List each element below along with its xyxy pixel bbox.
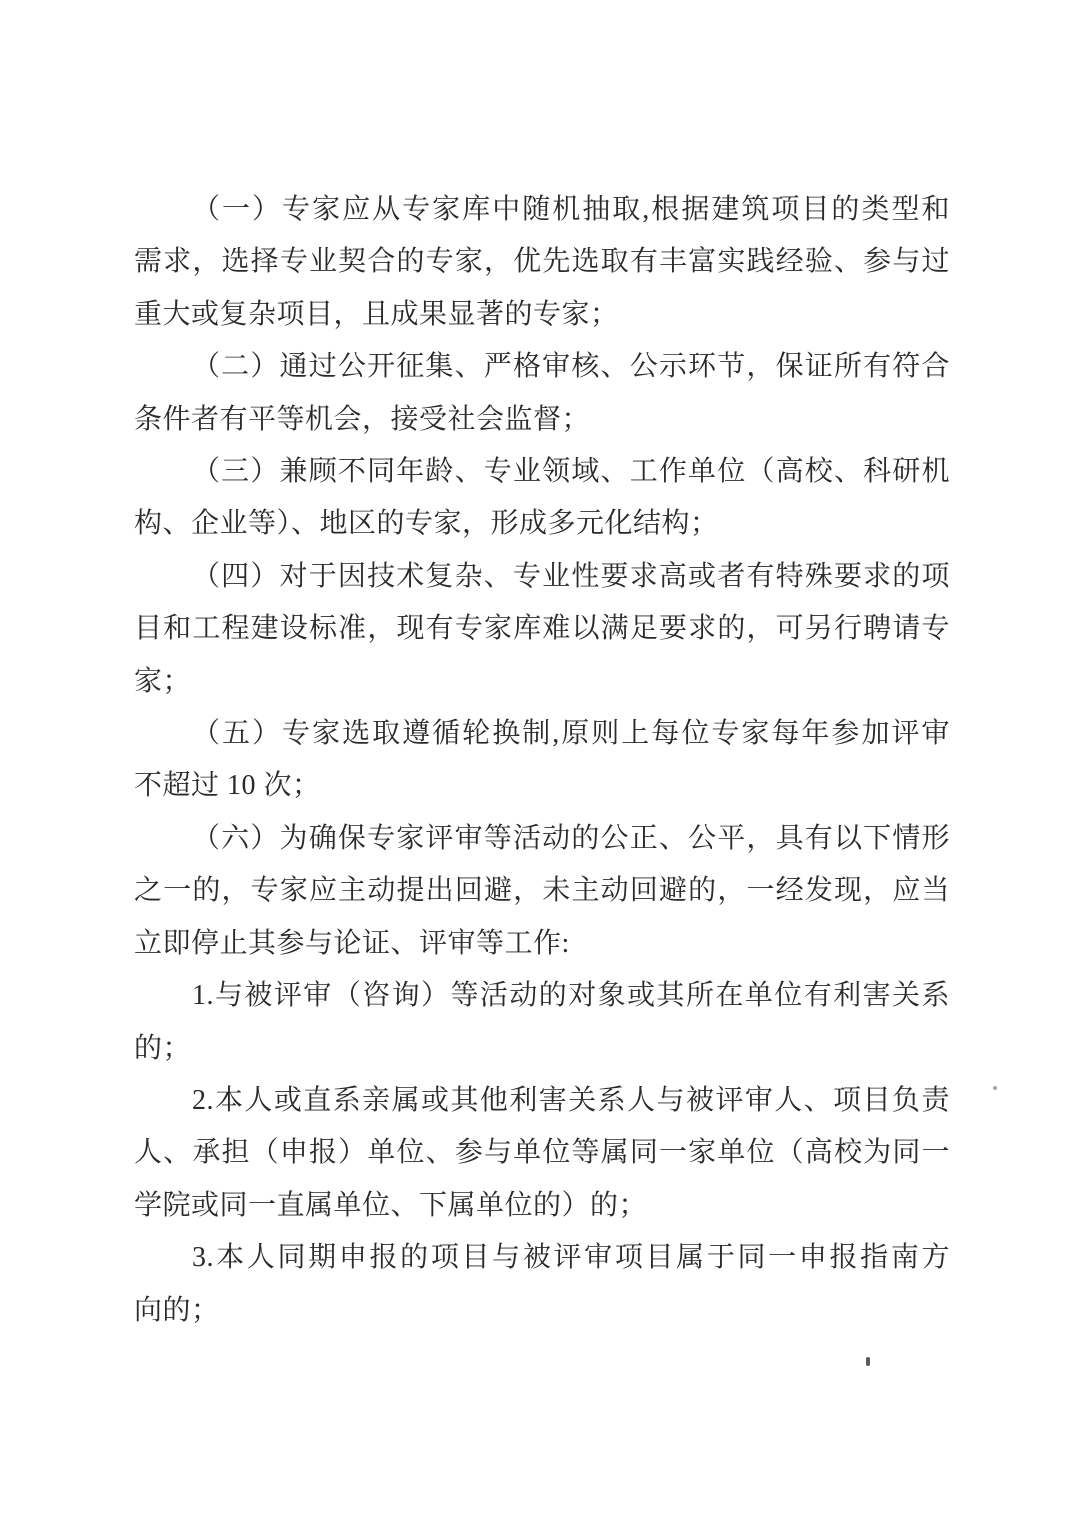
scan-speck xyxy=(993,1086,997,1090)
document-text-block xyxy=(134,184,950,1337)
paragraph-line: （五）专家选取遵循轮换制,原则上每位专家每年参加评审 xyxy=(192,718,950,750)
paragraph-item-2 xyxy=(134,341,950,446)
paragraph-subitem-3 xyxy=(134,1232,950,1337)
paragraph-line: 1.与被评审（咨询）等活动的对象或其所在单位有利害关系 xyxy=(192,980,950,1012)
paragraph-line: （四）对于因技术复杂、专业性要求高或者有特殊要求的项 xyxy=(192,560,950,592)
paragraph-line: 立即停止其参与论证、评审等工作: xyxy=(134,927,570,959)
paragraph-item-5 xyxy=(134,708,950,813)
paragraph-line: 家； xyxy=(134,665,192,697)
paragraph-item-3 xyxy=(134,446,950,551)
paragraph-line: 学院或同一直属单位、下属单位的）的； xyxy=(134,1189,648,1221)
paragraph-line: 需求，选择专业契合的专家，优先选取有丰富实践经验、参与过 xyxy=(134,246,950,278)
paragraph-line: （二）通过公开征集、严格审核、公示环节，保证所有符合 xyxy=(192,351,950,383)
paragraph-line: 重大或复杂项目，且成果显著的专家； xyxy=(134,298,619,330)
paragraph-subitem-1 xyxy=(134,970,950,1075)
paragraph-line: 2.本人或直系亲属或其他利害关系人与被评审人、项目负责 xyxy=(192,1084,950,1116)
paragraph-subitem-2 xyxy=(134,1075,950,1232)
paragraph-line: 的； xyxy=(134,1032,192,1064)
paragraph-line: 目和工程建设标准，现有专家库难以满足要求的，可另行聘请专 xyxy=(134,613,950,645)
paragraph-item-1 xyxy=(134,184,950,341)
scan-speck xyxy=(866,1357,870,1366)
paragraph-line: 人、承担（申报）单位、参与单位等属同一家单位（高校为同一 xyxy=(134,1137,950,1169)
paragraph-line: 之一的，专家应主动提出回避，未主动回避的，一经发现，应当 xyxy=(134,875,950,907)
paragraph-line: （一）专家应从专家库中随机抽取,根据建筑项目的类型和 xyxy=(192,194,950,225)
paragraph-line: 3.本人同期申报的项目与被评审项目属于同一申报指南方 xyxy=(192,1242,950,1274)
paragraph-line: （六）为确保专家评审等活动的公正、公平，具有以下情形 xyxy=(192,822,950,854)
paragraph-line: 不超过 10 次； xyxy=(134,770,321,802)
paragraph-line: 条件者有平等机会，接受社会监督； xyxy=(134,403,591,435)
paragraph-line: 构、企业等）、地区的专家，形成多元化结构； xyxy=(134,508,719,540)
paragraph-line: 向的； xyxy=(134,1294,220,1326)
paragraph-line: （三）兼顾不同年龄、专业领域、工作单位（高校、科研机 xyxy=(192,456,950,488)
paragraph-item-4 xyxy=(134,551,950,708)
paragraph-item-6 xyxy=(134,813,950,970)
